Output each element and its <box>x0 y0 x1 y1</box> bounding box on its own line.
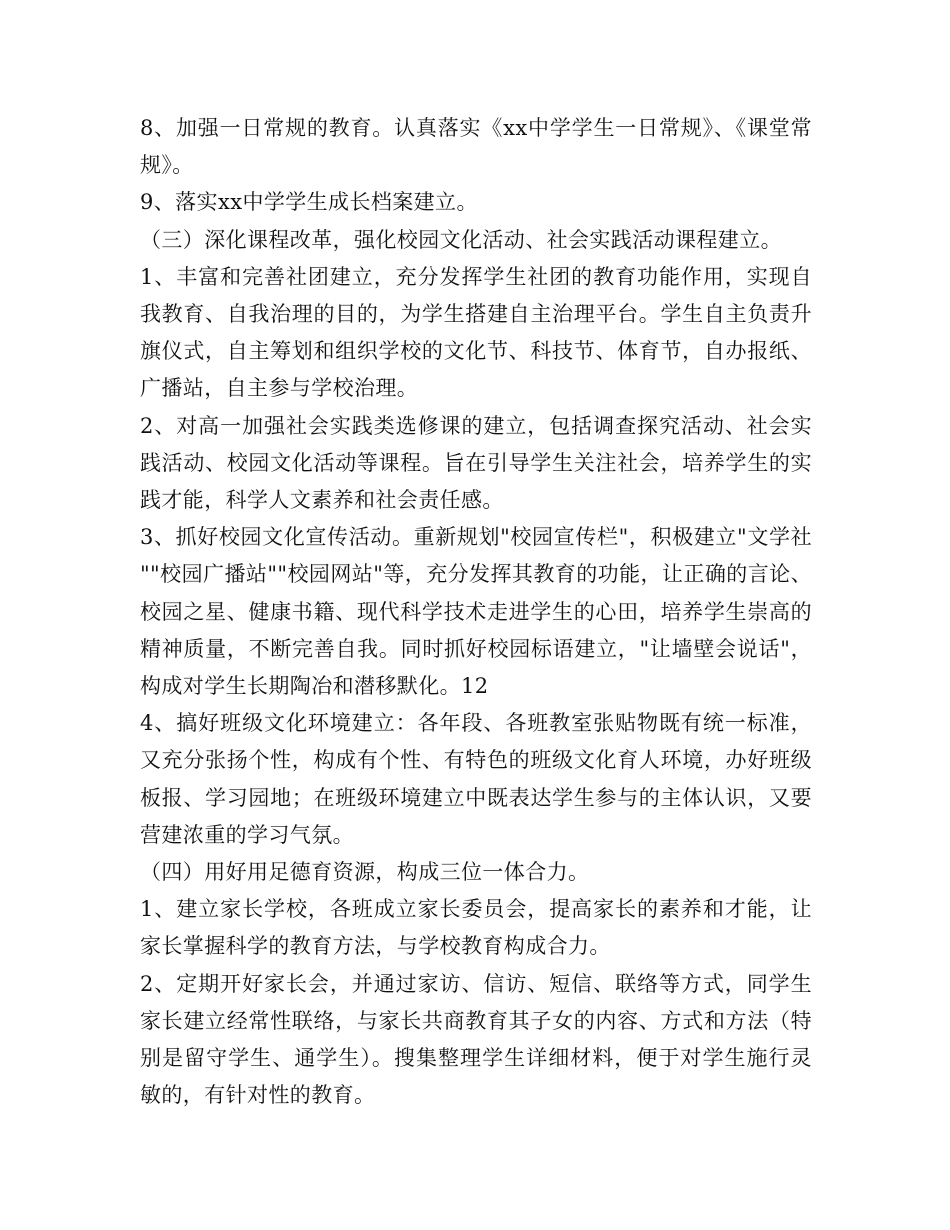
section-heading-3: （三）深化课程改革，强化校园文化活动、社会实践活动课程建立。 <box>140 227 782 252</box>
paragraph-item-3-3: 3、抓好校园文化宣传活动。重新规划"校园宣传栏"，积极建立"文学社""校园广播站""校园网站"等，充分发挥其教育的功能，让正确的言论、校园之星、健康书籍、现代科学技术走进学生的心田，培养学生崇高的精神质量，不断完善自我。同时抓好校园标语建立，"让墙壁会说话"，构成对学生长期陶冶和潜移默化。12 <box>140 525 812 699</box>
paragraph-item-4-2: 2、定期开好家长会，并通过家访、信访、短信、联络等方式，同学生家长建立经常性联络，与家长共商教育其子女的内容、方式和方法（特别是留守学生、通学生）。搜集整理学生详细材料，便于对学生施行灵敏的，有针对性的教育。 <box>140 971 812 1108</box>
paragraph-item-3-1: 1、丰富和完善社团建立，充分发挥学生社团的教育功能作用，实现自我教育、自我治理的目的，为学生搭建自主治理平台。学生自主负责升旗仪式，自主筹划和组织学校的文化节、科技节、体育节，自办报纸、广播站，自主参与学校治理。 <box>140 264 812 401</box>
paragraph-item-3-4: 4、搞好班级文化环境建立：各年段、各班教室张贴物既有统一标准，又充分张扬个性，构成有个性、有特色的班级文化育人环境，办好班级板报、学习园地；在班级环境建立中既表达学生参与的主体认识，又要营建浓重的学习气氛。 <box>140 711 812 847</box>
paragraph-item-8: 8、加强一日常规的教育。认真落实《xx中学学生一日常规》、《课堂常规》。 <box>140 116 812 178</box>
paragraph-item-4-1: 1、建立家长学校，各班成立家长委员会，提高家长的素养和才能，让家长掌握科学的教育方法，与学校教育构成合力。 <box>140 897 812 959</box>
document-page <box>140 110 812 1114</box>
paragraph-item-3-2: 2、对高一加强社会实践类选修课的建立，包括调查探究活动、社会实践活动、校园文化活动等课程。旨在引导学生关注社会，培养学生的实践才能，科学人文素养和社会责任感。 <box>140 413 812 513</box>
section-heading-4: （四）用好用足德育资源，构成三位一体合力。 <box>140 860 590 885</box>
paragraph-item-9: 9、落实xx中学学生成长档案建立。 <box>140 190 478 215</box>
